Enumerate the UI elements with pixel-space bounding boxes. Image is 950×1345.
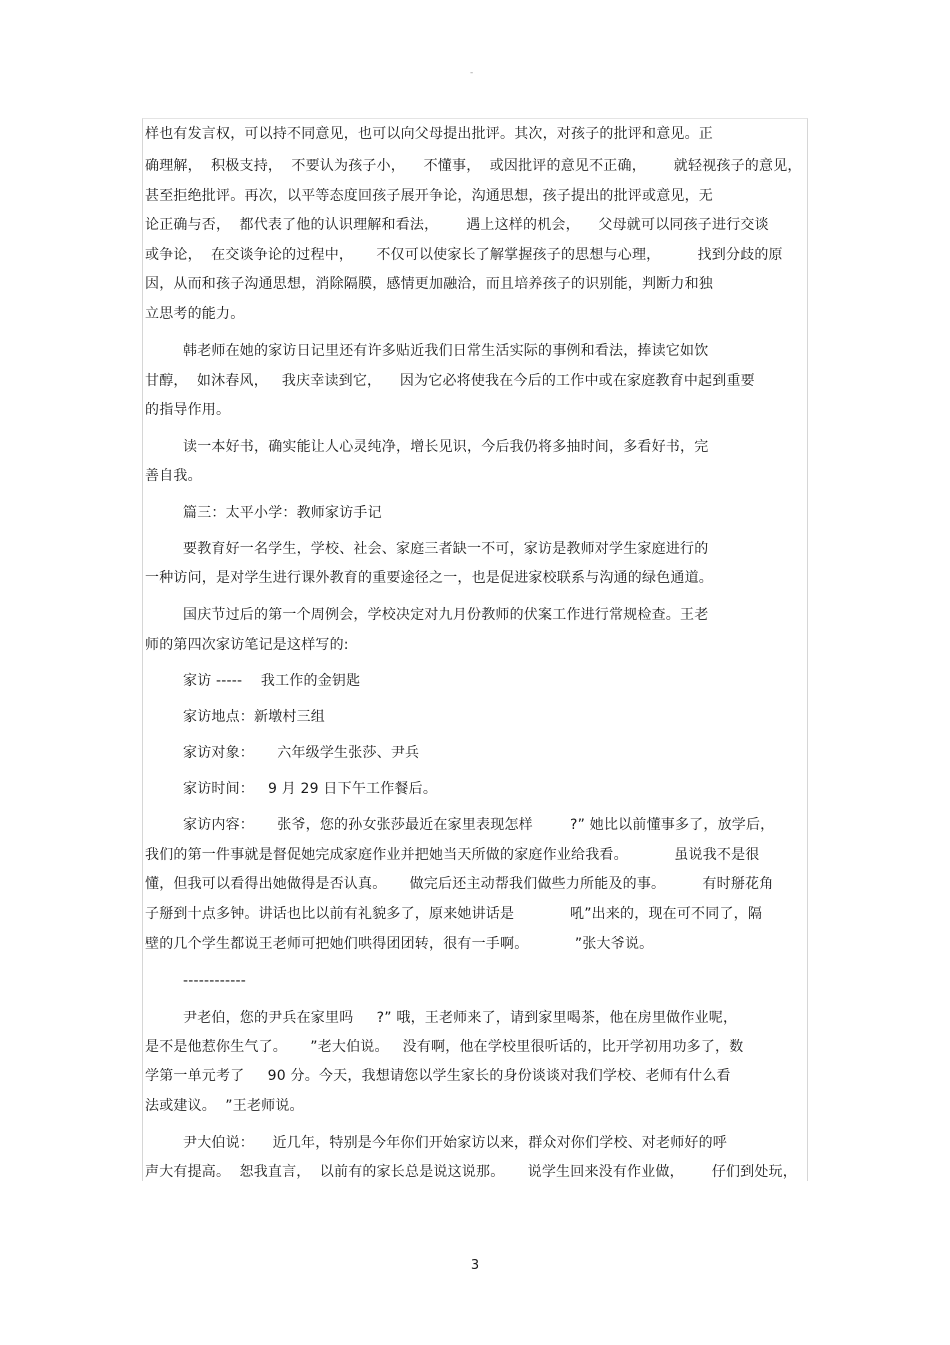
text-line: 家访内容： 张爷，您的孙女张莎最近在家里表现怎样 ?” 她比以前懂事多了，放学后， (183, 817, 775, 833)
text-line: 家访地点：新墩村三组 (183, 709, 325, 725)
text-line: 韩老师在她的家访日记里还有许多贴近我们日常生活实际的事例和看法，捧读它如饮 (183, 343, 709, 359)
header-mark: - (470, 68, 474, 78)
text-line: 样也有发言权，可以持不同意见，也可以向父母提出批评。其次，对孩子的批评和意见。正 (145, 126, 713, 142)
text-line: 因，从而和孩子沟通思想，消除隔膜，感情更加融洽，而且培养孩子的识别能，判断力和独 (145, 276, 713, 292)
page-number: 3 (470, 1258, 480, 1273)
text-line: 我们的第一件事就是督促她完成家庭作业并把她当天所做的家庭作业给我看。 虽说我不是很 (145, 847, 760, 863)
text-line: 一种访问，是对学生进行课外教育的重要途径之一，也是促进家校联系与沟通的绿色通道。 (145, 570, 713, 586)
text-line: 读一本好书，确实能让人心灵纯净，增长见识，今后我仍将多抽时间，多看好书，完 (183, 439, 709, 455)
text-line: 的指导作用。 (145, 402, 231, 418)
text-line: 善自我。 (145, 468, 202, 484)
text-line: 子掰到十点多钟。讲话也比以前有礼貌多了，原来她讲话是 吼”出来的，现在可不同了，隔 (145, 906, 763, 922)
text-line: 家访时间： 9 月 29 日下午工作餐后。 (183, 781, 438, 797)
section-heading: 篇三：太平小学：教师家访手记 (183, 505, 382, 521)
text-line: 懂，但我可以看得出她做得是否认真。 做完后还主动帮我们做些力所能及的事。 有时掰花角 (145, 876, 774, 892)
text-line: 法或建议。 ”王老师说。 (145, 1098, 304, 1114)
text-line: 甘醇， 如沐春风， 我庆幸读到它， 因为它必将使我在今后的工作中或在家庭教育中起到重要 (145, 373, 755, 389)
text-line: 壁的几个学生都说王老师可把她们哄得团团转，很有一手啊。 ”张大爷说。 (145, 936, 654, 952)
text-line: 国庆节过后的第一个周例会，学校决定对九月份教师的伏案工作进行常规检查。王老 (183, 607, 709, 623)
separator-line: ------------ (183, 973, 247, 989)
text-line: 尹老伯，您的尹兵在家里吗 ?” 哦，王老师来了，请到家里喝茶，他在房里做作业呢， (183, 1010, 738, 1026)
text-line: 确理解， 积极支持， 不要认为孩子小， 不懂事， 或因批评的意见不正确， 就轻视孩子的意见， (145, 158, 802, 174)
text-line: 要教育好一名学生，学校、社会、家庭三者缺一不可，家访是教师对学生家庭进行的 (183, 541, 709, 557)
text-line: 尹大伯说： 近几年，特别是今年你们开始家访以来，群众对你们学校、对老师好的呼 (183, 1135, 727, 1151)
text-line: 论正确与否， 都代表了他的认识理解和看法， 遇上这样的机会， 父母就可以同孩子进行交谈 (145, 217, 769, 233)
text-line: 是不是他惹你生气了。 ”老大伯说。 没有啊，他在学校里很听话的，比开学初用功多了，数 (145, 1039, 744, 1055)
text-line: 立思考的能力。 (145, 306, 245, 322)
text-line: 家访 ----- 我工作的金钥匙 (183, 673, 361, 689)
text-line: 声大有提高。 恕我直言， 以前有的家长总是说这说那。 说学生回来没有作业做， 仔们到处玩， (145, 1164, 797, 1180)
text-line: 甚至拒绝批评。再次，以平等态度回孩子展开争论，沟通思想，孩子提出的批评或意见，无 (145, 188, 713, 204)
text-line: 学第一单元考了 90 分。今天，我想请您以学生家长的身份谈谈对我们学校、老师有什么看 (145, 1068, 731, 1084)
text-line: 家访对象： 六年级学生张莎、尹兵 (183, 745, 420, 761)
text-line: 或争论， 在交谈争论的过程中， 不仅可以使家长了解掌握孩子的思想与心理， 找到分歧的原 (145, 247, 783, 263)
text-line: 师的第四次家访笔记是这样写的: (145, 637, 349, 653)
